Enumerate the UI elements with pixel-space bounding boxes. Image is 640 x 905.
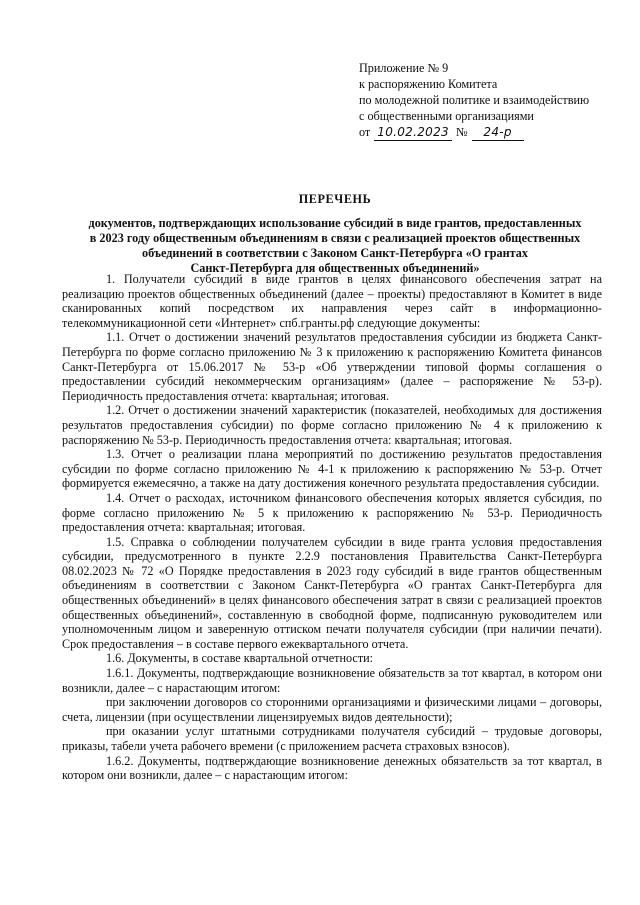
title-line-4: Санкт-Петербурга для общественных объединений» [190, 261, 480, 275]
paragraph-1-6: 1.6. Документы, в составе квартальной отчетности: [106, 651, 374, 666]
handwritten-number: 24-р [472, 124, 524, 141]
paragraph-1-5: 1.5. Справка о соблюдении получателем субсидии в виде гранта условия предоставления субсидии, предусмотренного в пункте 2.2.9 постановления Правительства Санкт-Петербурга 08.02.2023 № 72 «О Порядке предоставления в 2023 году субсидий в виде грантов общественным объединениям в соответствии с Законом Санкт-Петербурга «О грантах Санкт-Петербурга для общественных объединений» в целях финансового обеспечения затрат в связи с реализацией проектов общественных объединений», составленную в свободной форме, подписанную руководителем или уполномоченным лицом и заверенную оттиском печати получателя субсидии (при наличии печати). Срок предоставления – в составе первого ежеквартального отчета. [62, 534, 602, 651]
paragraph-1-2: 1.2. Отчет о достижении значений характеристик (показателей, необходимых для достижения результатов предоставления субсидии) по форме согласно приложению № 4 к приложению к распоряжению № 53-р. Периодичность предоставления отчета: квартальная; итоговая. [62, 403, 602, 447]
appendix-line-2: к распоряжению Комитета [359, 77, 498, 91]
appendix-line-4: с общественными организациями [359, 109, 534, 123]
paragraph-1-6-2: 1.6.2. Документы, подтверждающие возникновение денежных обязательств за тот квартал, в котором они возникли, далее – с нарастающим итогом: [62, 753, 602, 783]
paragraph-1-6-1-a: при заключении договоров со сторонними организациями и физическими лицами – договоры, счета, лицензии (при осуществлении лицензируемых видов деятельности); [62, 695, 602, 724]
appendix-header [359, 60, 589, 141]
handwritten-date: 10.02.2023 [374, 124, 452, 141]
appendix-number: Приложение № 9 [359, 61, 449, 75]
number-prefix: № [455, 125, 468, 139]
paragraph-1-4: 1.4. Отчет о расходах, источником финансового обеспечения которых является субсидия, по форме согласно приложению № 5 к приложению к распоряжению № 53-р. Периодичность предоставления отчета: квартальная; итоговая. [62, 490, 602, 535]
paragraph-1: 1. Получатели субсидий в виде грантов в целях финансового обеспечения затрат на реализацию проектов общественных объединений (далее – проекты) предоставляют в Комитет в виде сканированных копий посредством их направления через сайт в информационно-телекоммуникационной сети «Интернет» спб.гранты.рф следующие документы: [62, 272, 602, 330]
paragraph-1-6-1-b: при оказании услуг штатными сотрудниками получателя субсидий – трудовые договоры, приказы, табели учета рабочего времени (с приложением расчета страховых взносов). [62, 724, 602, 753]
title-line-1: документов, подтверждающих использование субсидий в виде грантов, предоставленных [88, 216, 582, 230]
title-line-3: объединений в соответствии с Законом Санкт-Петербурга «О грантах [142, 246, 528, 260]
title-line-2: в 2023 году общественным объединениям в связи с реализацией проектов общественных [89, 231, 581, 245]
document-title [60, 192, 610, 276]
title-main: ПЕРЕЧЕНЬ [298, 192, 372, 206]
paragraph-1-1: 1.1. Отчет о достижении значений результатов предоставления субсидии из бюджета Санкт-Петербурга по форме согласно приложению № 3 к приложению к распоряжению Комитета финансов Санкт-Петербурга от 15.06.2017 № 53-р «Об утверждении типовой формы соглашения о предоставлении субсидий некоммерческим организациям» (далее – распоряжение № 53-р). Периодичность предоставления отчета: квартальная; итоговая. [62, 330, 602, 403]
paragraph-1-6-1: 1.6.1. Документы, подтверждающие возникновение обязательств за тот квартал, в котором они возникли, далее – с нарастающим итогом: [62, 666, 602, 695]
paragraph-1-3: 1.3. Отчет о реализации плана мероприятий по достижению результатов предоставления субсидии по форме согласно приложению № 4-1 к приложению к распоряжению № 53-р. Отчет формируется ежемесячно, а также на дату достижения конечного результата предоставления субсидии. [62, 447, 602, 491]
appendix-line-3: по молодежной политике и взаимодействию [359, 93, 590, 107]
document-body [62, 272, 602, 783]
appendix-date-row [359, 124, 589, 141]
date-prefix: от [359, 125, 371, 139]
